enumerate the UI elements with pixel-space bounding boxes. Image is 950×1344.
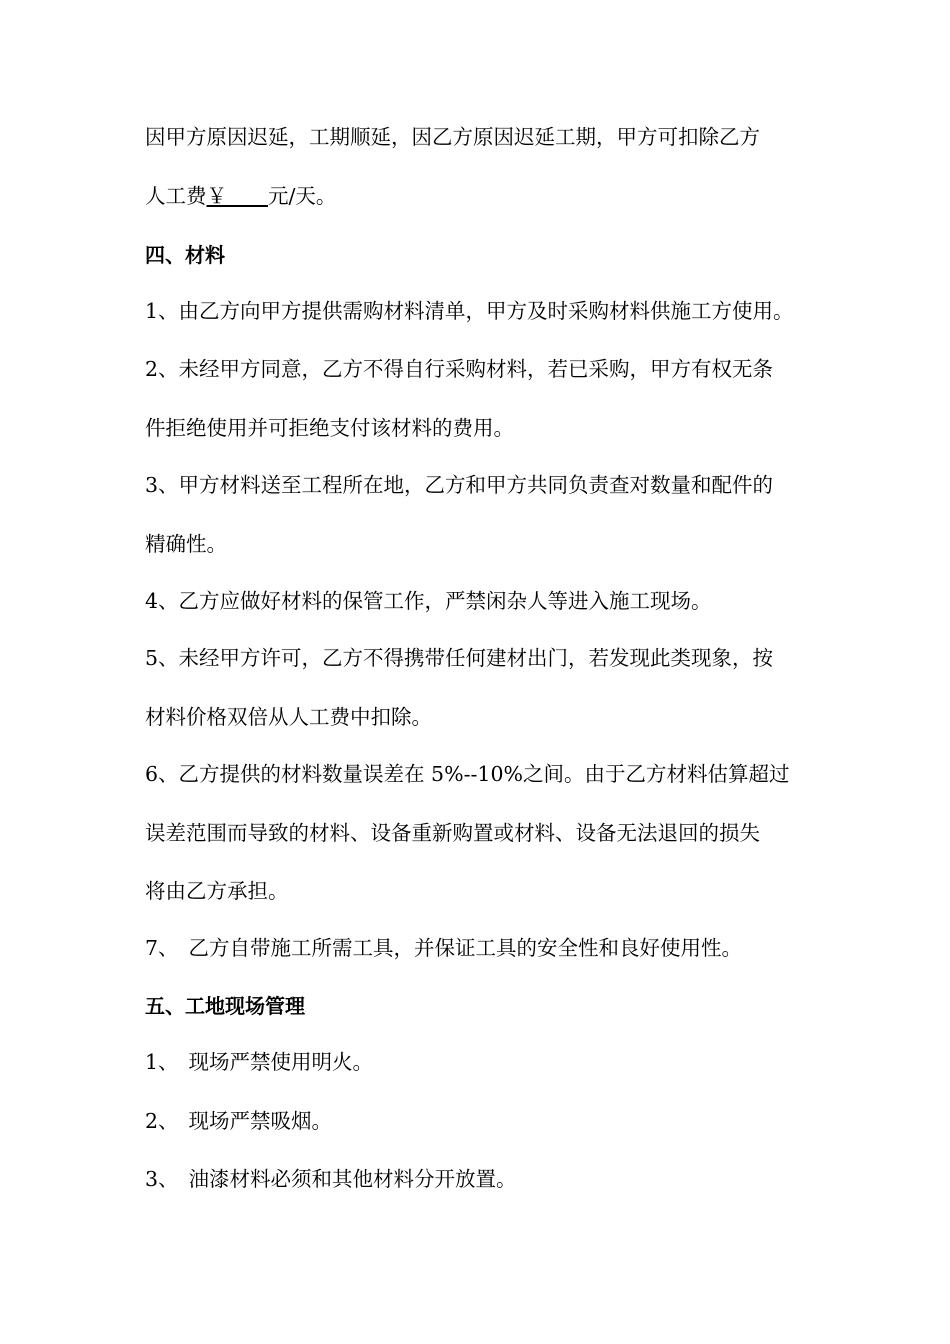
section-5-title: 五、工地现场管理 — [145, 994, 305, 1018]
site-item-2 — [145, 1106, 332, 1136]
materials-item-3-line-2: 精确性。 — [145, 532, 227, 556]
site-item-3-text: 油漆材料必须和其他材料分开放置。 — [188, 1167, 517, 1191]
site-item-1 — [145, 1047, 373, 1077]
materials-item-7 — [145, 933, 742, 963]
materials-item-6-line-2: 误差范围而导致的材料、设备重新购置或材料、设备无法退回的损失 — [145, 821, 760, 845]
paragraph-delay-line-2 — [145, 181, 336, 211]
labor-fee-blank: ￥ — [206, 184, 268, 208]
site-item-2-text: 现场严禁吸烟。 — [188, 1109, 333, 1133]
materials-item-5-line-2: 材料价格双倍从人工费中扣除。 — [145, 705, 432, 729]
materials-item-3-line-1: 3、甲方材料送至工程所在地，乙方和甲方共同负责查对数量和配件的 — [145, 473, 774, 497]
site-item-1-number: 1、 — [145, 1050, 179, 1074]
site-item-3-number: 3、 — [145, 1167, 179, 1191]
section-4-title: 四、材料 — [145, 243, 225, 267]
materials-item-2-line-2: 件拒绝使用并可拒绝支付该材料的费用。 — [145, 416, 514, 440]
materials-item-2-line-1: 2、未经甲方同意，乙方不得自行采购材料，若已采购，甲方有权无条 — [145, 357, 774, 381]
materials-item-6-line-1: 6、乙方提供的材料数量误差在 5%--10%之间。由于乙方材料估算超过 — [145, 762, 790, 786]
paragraph-delay-line-1: 因甲方原因迟延，工期顺延，因乙方原因迟延工期，甲方可扣除乙方 — [145, 125, 760, 149]
materials-item-7-text: 乙方自带施工所需工具，并保证工具的安全性和良好使用性。 — [188, 936, 743, 960]
site-item-3 — [145, 1164, 517, 1194]
site-item-1-text: 现场严禁使用明火。 — [188, 1050, 374, 1074]
materials-item-6-line-3: 将由乙方承担。 — [145, 879, 289, 903]
materials-item-4: 4、乙方应做好材料的保管工作，严禁闲杂人等进入施工现场。 — [145, 589, 712, 613]
labor-fee-unit: 元/天。 — [268, 184, 337, 208]
materials-item-1: 1、由乙方向甲方提供需购材料清单，甲方及时采购材料供施工方使用。 — [145, 299, 794, 323]
materials-item-5-line-1: 5、未经甲方许可，乙方不得携带任何建材出门，若发现此类现象，按 — [145, 646, 774, 670]
labor-fee-label: 人工费 — [145, 184, 207, 208]
site-item-2-number: 2、 — [145, 1109, 179, 1133]
materials-item-7-number: 7、 — [145, 936, 179, 960]
